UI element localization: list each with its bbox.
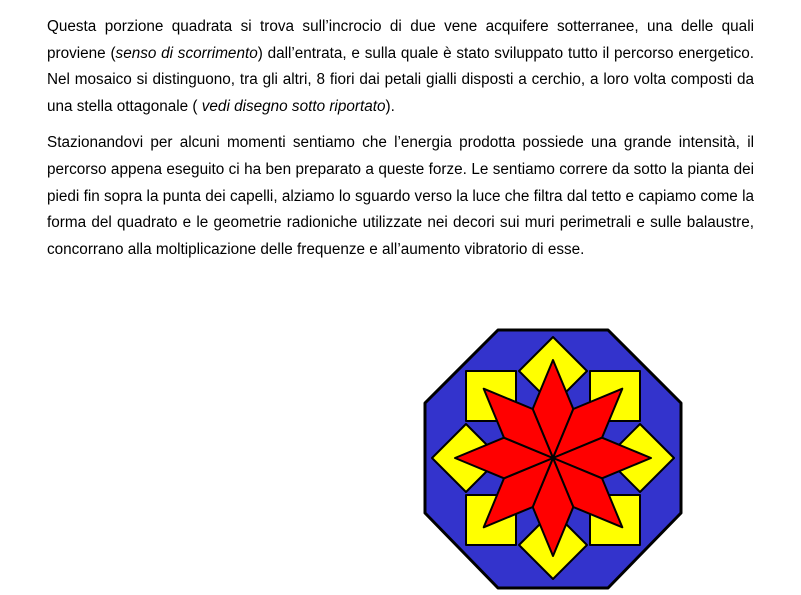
document-page <box>47 14 754 263</box>
paragraph-2: Stazionandovi per alcuni momenti sentiamo che l’energia prodotta possiede una grande intensità, il percorso appena eseguito ci ha ben preparato a queste forze. Le sentiamo correre da sotto la pianta dei piedi fin sopra la punta dei capelli, alziamo lo sguardo verso la luce che filtra dal tetto e capiamo come la forma del quadrato e le geometrie radioniche utilizzate nei decori sui muri perimetrali e sulle balaustre, concorrano alla moltiplicazione delle frequenze e all’aumento vibratorio di esse. <box>47 134 754 258</box>
paragraph-1-text-a: Questa porzione quadrata si trova sull’incrocio di due vene acquifere sotterranee, una delle quali proviene ( <box>47 18 754 62</box>
paragraph-1 <box>47 14 754 120</box>
octagonal-star-mosaic-illustration <box>423 328 683 593</box>
mosaic-star <box>455 360 651 556</box>
paragraph-1-text-b: ) dall’entrata, e sulla quale è stato sviluppato tutto il percorso energetico. Nel mosaico si distinguono, tra gli altri, 8 fiori dai petali gialli disposti a cerchio, a loro volta composti da una stella ottagonale ( <box>47 44 755 115</box>
paragraph-1-italic-a: senso di scorrimento <box>115 44 258 62</box>
paragraph-1-text-c: ). <box>385 97 395 115</box>
paragraph-1-italic-b: vedi disegno sotto riportato <box>201 97 386 115</box>
